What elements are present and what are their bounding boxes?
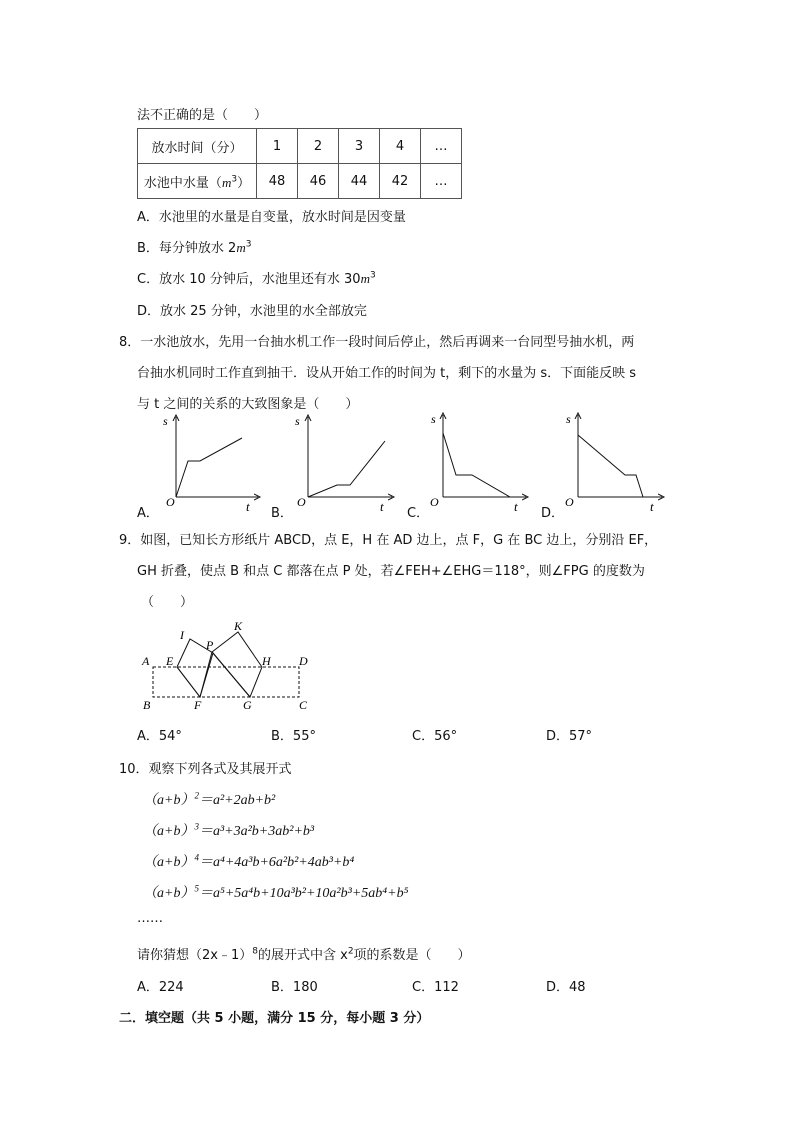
q9-line-2: GH 折叠，使点 B 和点 C 都落在点 P 处，若∠FEH+∠EHG＝118°，则∠FPG 的度数为 xyxy=(137,564,645,579)
origin-label: O xyxy=(430,495,439,509)
q10-option-a: A．224 xyxy=(137,980,184,995)
label-k: K xyxy=(234,619,243,633)
table-row xyxy=(138,129,462,164)
q10-option-d: D．48 xyxy=(546,980,586,995)
q8-option-b: B． xyxy=(271,506,293,521)
q10-expansion-5: $(a+b)^5=a^5+5a^4b+10a^3b^2+10a^2b^3+5ab^4+b^5$ xyxy=(143,883,409,901)
axis-label-s: s xyxy=(295,414,300,428)
q7-option-c: C．放水 10 分钟后，水池里还有水 $30m^3$ xyxy=(137,270,376,287)
axis-label-t: t xyxy=(514,499,518,514)
label-h: H xyxy=(262,654,271,668)
q10-expansion-4: $(a+b)^4=a^4+4a^3b+6a^2b^2+4ab^3+b^4$ xyxy=(143,852,355,870)
q10-option-b: B．180 xyxy=(271,980,318,995)
q10-expansion-2: $(a+b)^2=a^2+2ab+b^2$ xyxy=(143,790,276,808)
table-cell: 48 xyxy=(257,164,298,199)
table-cell: … xyxy=(421,164,462,199)
q9-line-3: （ ） xyxy=(141,595,194,610)
q8-option-c: C． xyxy=(407,506,430,521)
axis-label-t: t xyxy=(380,499,384,514)
label-b: B xyxy=(143,698,151,712)
origin-label: O xyxy=(166,495,175,509)
q9-option-d: D．57° xyxy=(546,729,593,744)
table-row xyxy=(138,164,462,199)
table-cell: 3 xyxy=(339,129,380,164)
q8-line-2: 台抽水机同时工作直到抽干．设从开始工作的时间为 t，剩下的水量为 s．下面能反映 s xyxy=(137,366,637,381)
q10-ellipsis: …… xyxy=(137,911,163,926)
table-header-time: 放水时间（分） xyxy=(138,129,257,164)
table-cell: 4 xyxy=(380,129,421,164)
q9-figure xyxy=(0,615,794,715)
axis-label-t: t xyxy=(246,499,250,514)
q10-question: 请你猜想（2x﹣1）$^8$的展开式中含 $x^2$项的系数是（ ） xyxy=(137,946,471,963)
q10-title: 10．观察下列各式及其展开式 xyxy=(119,762,292,777)
label-g: G xyxy=(243,698,252,712)
table-cell: 1 xyxy=(257,129,298,164)
label-i: I xyxy=(180,628,184,642)
table-cell: 44 xyxy=(339,164,380,199)
q10-expansion-3: $(a+b)^3=a^3+3a^2b+3ab^2+b^3$ xyxy=(143,821,315,839)
q8-graphs xyxy=(0,405,794,520)
q7-table xyxy=(137,128,462,199)
section-heading: 二．填空题（共 5 小题，满分 15 分，每小题 3 分） xyxy=(119,1011,430,1026)
q8-option-d: D． xyxy=(541,506,565,521)
graph-b xyxy=(295,414,392,514)
graph-d xyxy=(565,412,662,514)
q9-option-c: C．56° xyxy=(412,729,458,744)
q9-option-b: B．55° xyxy=(271,729,316,744)
table-cell: 46 xyxy=(298,164,339,199)
axis-label-s: s xyxy=(163,414,168,428)
q8-line-3: 与 t 之间的关系的大致图象是（ ） xyxy=(137,397,359,412)
table-cell: 2 xyxy=(298,129,339,164)
graph-a xyxy=(163,414,258,514)
label-a: A xyxy=(142,654,150,668)
q10-option-c: C．112 xyxy=(412,980,459,995)
q7-option-a: A．水池里的水量是自变量，放水时间是因变量 xyxy=(137,210,406,225)
q9-line-1: 9．如图，已知长方形纸片 ABCD，点 E，H 在 AD 边上，点 F，G 在 BC 边上，分别沿 EF， xyxy=(119,533,658,548)
q8-line-1: 8．一水池放水，先用一台抽水机工作一段时间后停止，然后再调来一台同型号抽水机，两 xyxy=(119,335,635,350)
origin-label: O xyxy=(297,495,306,509)
label-d: D xyxy=(299,654,308,668)
q7-option-d: D．放水 25 分钟，水池里的水全部放完 xyxy=(137,304,367,319)
q9-option-a: A．54° xyxy=(137,729,182,744)
label-f: F xyxy=(194,698,202,712)
label-e: E xyxy=(166,654,174,668)
graph-c xyxy=(430,412,526,514)
q7-stem-tail: 法不正确的是（ ） xyxy=(137,108,268,123)
origin-label: O xyxy=(565,495,574,509)
table-cell: 42 xyxy=(380,164,421,199)
table-header-volume: 水池中水量$(m^3)$ xyxy=(138,164,257,199)
q7-option-b: B．每分钟放水 $2m^3$ xyxy=(137,239,252,256)
table-cell: … xyxy=(421,129,462,164)
q8-option-a: A． xyxy=(137,506,159,521)
label-c: C xyxy=(299,698,308,712)
label-p: P xyxy=(206,638,214,652)
axis-label-t: t xyxy=(650,499,654,514)
axis-label-s: s xyxy=(566,412,571,426)
axis-label-s: s xyxy=(431,412,436,426)
